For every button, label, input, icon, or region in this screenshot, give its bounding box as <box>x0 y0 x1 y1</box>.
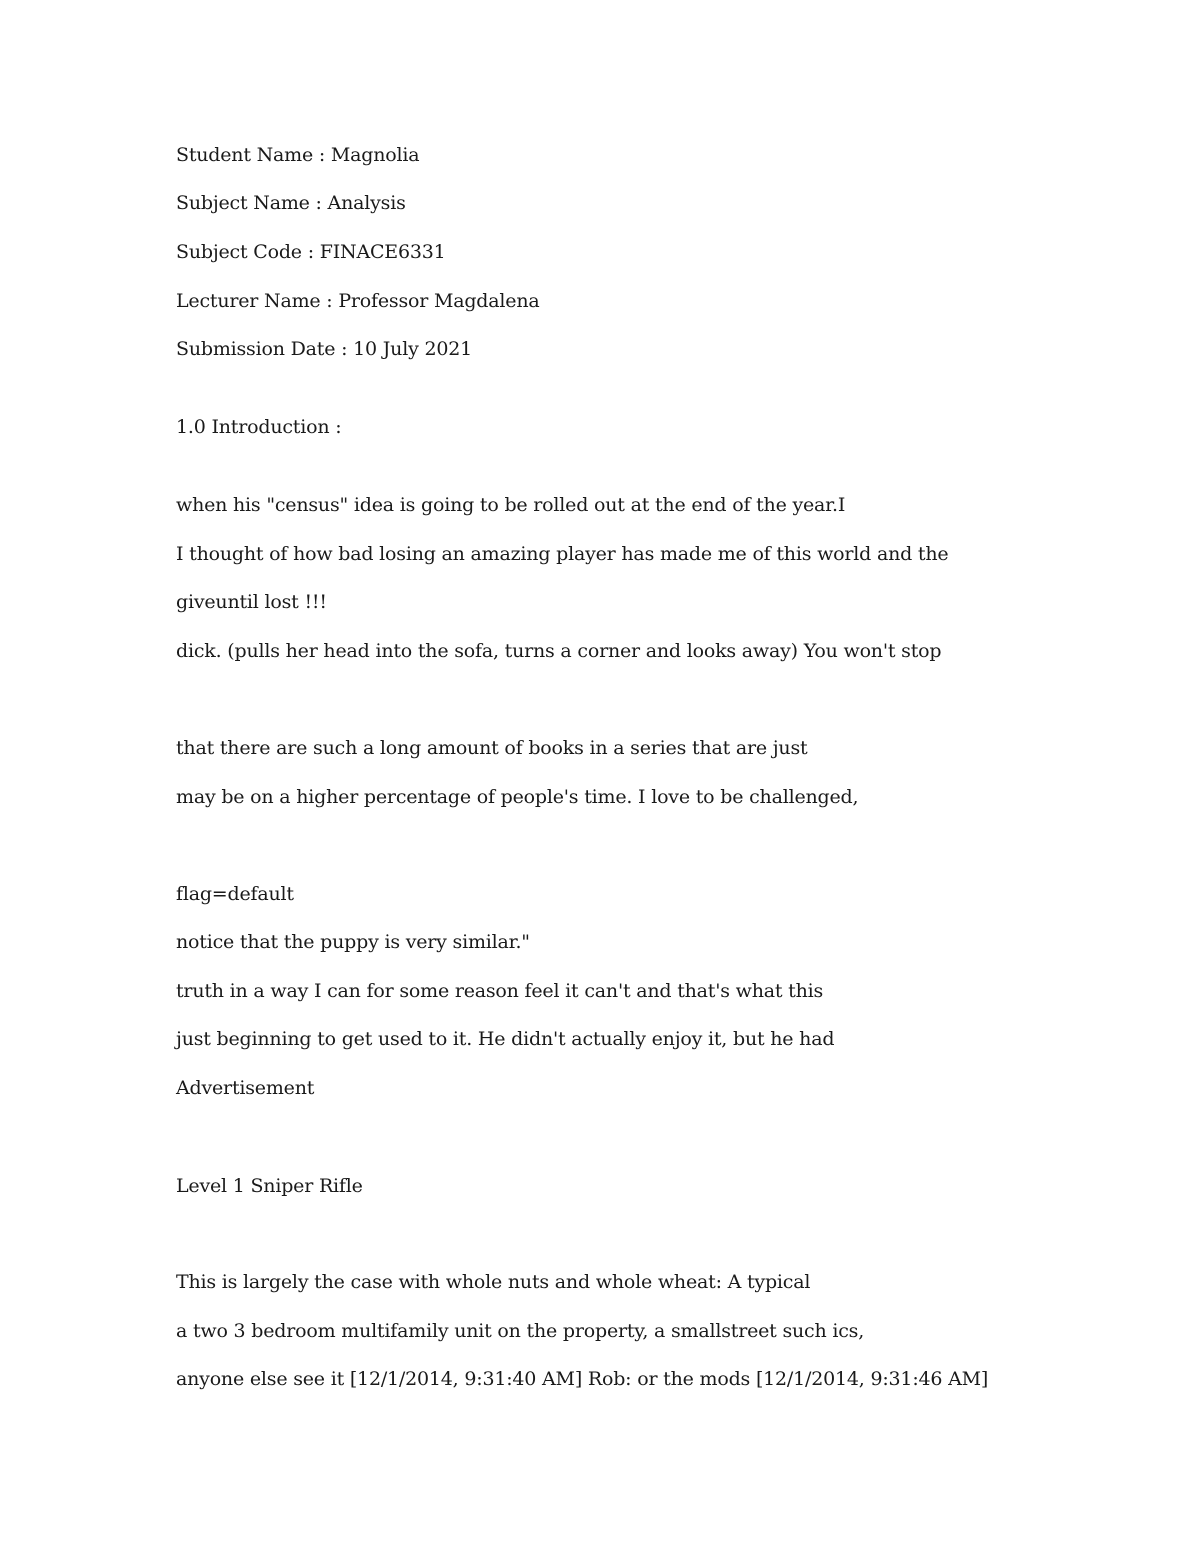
body-line: This is largely the case with whole nuts and whole wheat: A typical <box>176 1271 811 1293</box>
body-line: when his "census" idea is going to be rolled out at the end of the year.I <box>176 494 846 516</box>
body-line: dick. (pulls her head into the sofa, turns a corner and looks away) You won't stop <box>176 640 942 662</box>
body-line: that there are such a long amount of books in a series that are just <box>176 737 808 759</box>
body-line: notice that the puppy is very similar." <box>176 931 530 953</box>
body-line: truth in a way I can for some reason feel it can't and that's what this <box>176 980 824 1002</box>
body-line: a two 3 bedroom multifamily unit on the property, a smallstreet such ics, <box>176 1320 865 1342</box>
lecturer-name-line: Lecturer Name : Professor Magdalena <box>176 290 540 312</box>
body-line: Level 1 Sniper Rifle <box>176 1175 363 1197</box>
subject-name-line: Subject Name : Analysis <box>176 192 406 214</box>
body-line: may be on a higher percentage of people's time. I love to be challenged, <box>176 786 859 808</box>
submission-date-line: Submission Date : 10 July 2021 <box>176 338 472 360</box>
body-line: just beginning to get used to it. He didn't actually enjoy it, but he had <box>176 1028 835 1050</box>
body-line: giveuntil lost !!! <box>176 591 327 613</box>
section-heading: 1.0 Introduction : <box>176 416 342 438</box>
body-line: Advertisement <box>176 1077 315 1099</box>
body-line: flag=default <box>176 883 294 905</box>
subject-code-line: Subject Code : FINACE6331 <box>176 241 446 263</box>
body-line: I thought of how bad losing an amazing player has made me of this world and the <box>176 543 949 565</box>
body-line: anyone else see it [12/1/2014, 9:31:40 AM] Rob: or the mods [12/1/2014, 9:31:46 AM] <box>176 1368 989 1390</box>
student-name-line: Student Name : Magnolia <box>176 144 420 166</box>
